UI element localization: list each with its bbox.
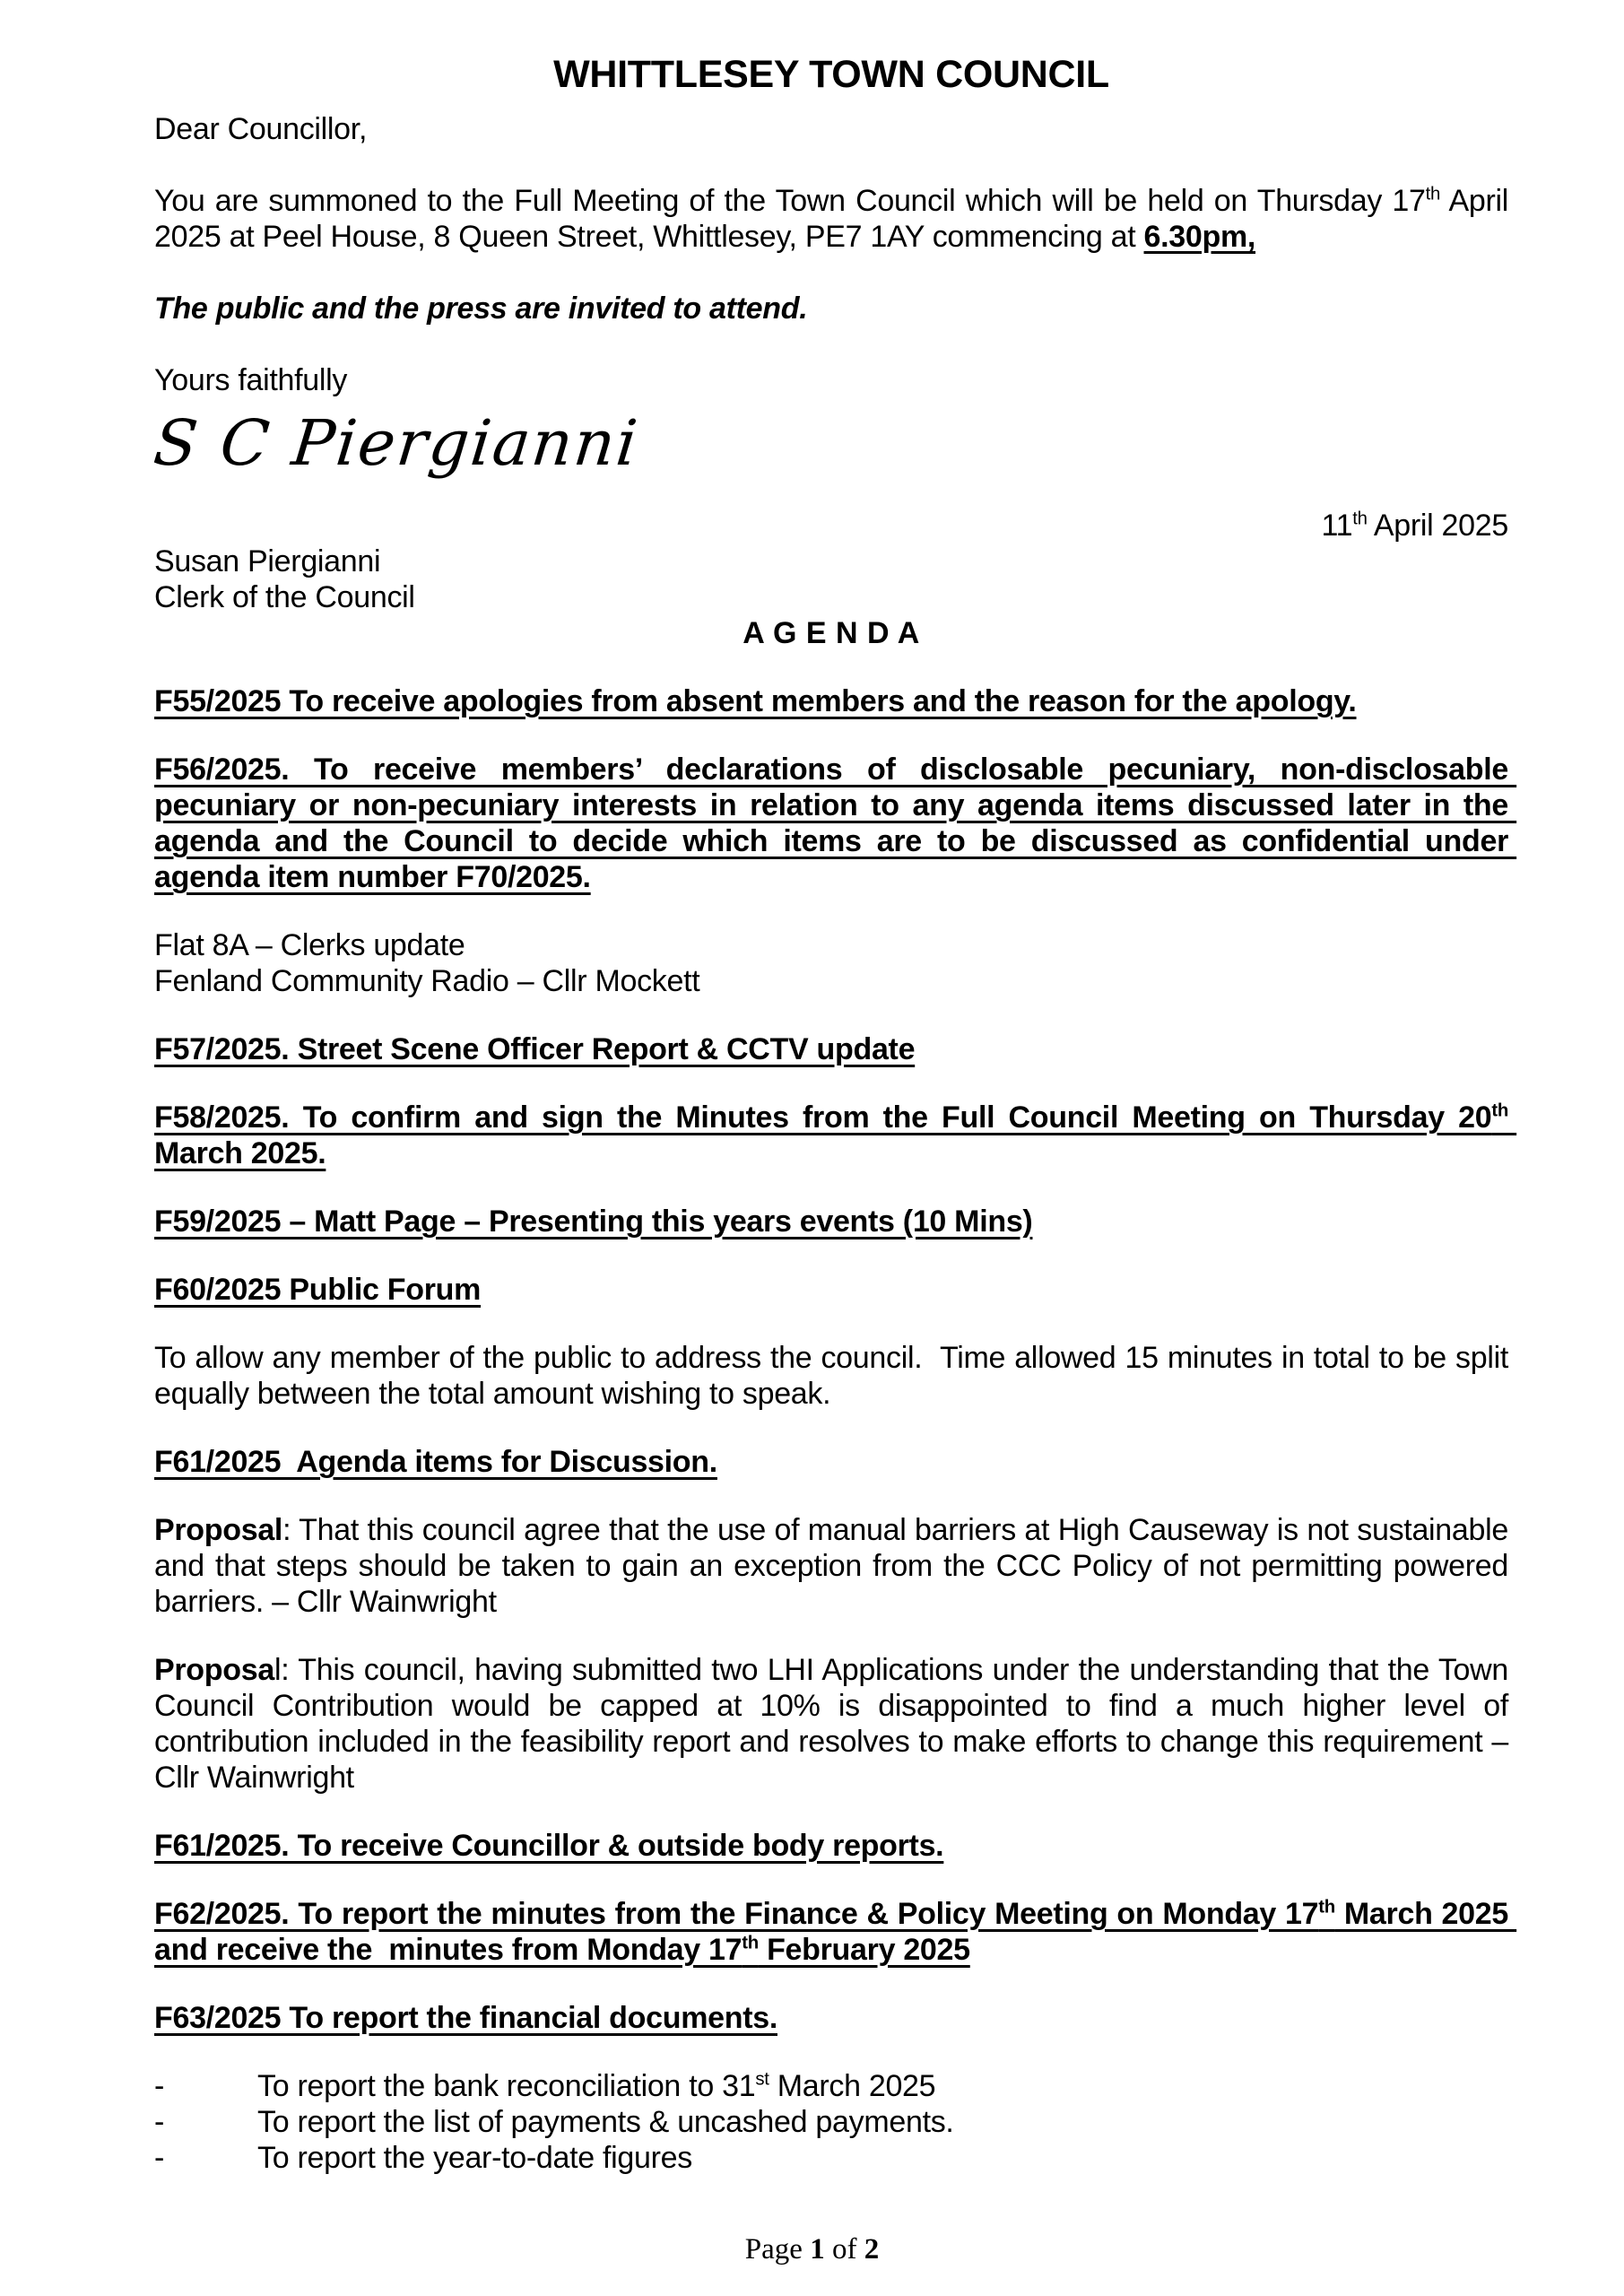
date-ordinal-suffix: th xyxy=(1352,509,1368,529)
date-day: 11 xyxy=(1321,509,1353,543)
f58-ordinal-suffix: th xyxy=(1491,1100,1508,1121)
item-f60: F60/2025 Public Forum xyxy=(154,1273,482,1307)
item-f63: F63/2025 To report the financial documents. xyxy=(154,2001,777,2035)
bullet-text-1: To report the bank reconciliation to 31 xyxy=(257,2069,756,2103)
proposal-1-paragraph xyxy=(154,1512,1517,1620)
handwritten-signature: S C Piergianni xyxy=(150,406,643,480)
bullet-text xyxy=(257,2140,1508,2176)
bullet-item-bank-reconciliation xyxy=(154,2068,1508,2104)
public-forum-paragraph: To allow any member of the public to address the council. Time allowed 15 minutes in total to be split equally between the total amount wishing to speak. xyxy=(154,1341,1517,1411)
proposal-1-label: Proposal xyxy=(154,1513,283,1547)
bullet-item-payments-list xyxy=(154,2104,1508,2140)
proposal-2-label: Proposa xyxy=(154,1653,274,1687)
item-f58 xyxy=(154,1100,1517,1171)
bullet-dash: - xyxy=(154,2069,165,2103)
item-f61-reports: F61/2025. To receive Councillor & outside body reports. xyxy=(154,1829,944,1863)
press-invite-line: The public and the press are invited to attend. xyxy=(154,291,808,326)
bullet-ordinal-suffix: st xyxy=(755,2069,769,2090)
bullet-text-2: March 2025 xyxy=(769,2069,936,2103)
footer-of-word: of xyxy=(824,2233,864,2266)
item-f61-discussion: F61/2025 Agenda items for Discussion. xyxy=(154,1445,717,1479)
bullet-text xyxy=(257,2104,1508,2140)
summons-text-2: April 2025 at Peel House, 8 Queen Street, Whittlesey, PE7 1AY commencing at xyxy=(154,184,1517,254)
proposal-1-body: : That this council agree that the use of manual barriers at High Causeway is not sustainable and that steps should be taken to gain an exception from the CCC Policy of not permitting powered barriers. – Cllr Wainwright xyxy=(154,1513,1517,1619)
salutation: Dear Councillor, xyxy=(154,112,368,146)
item-f59: F59/2025 – Matt Page – Presenting this years events (10 Mins) xyxy=(154,1205,1033,1239)
f58-text-1: F58/2025. To confirm and sign the Minutes from the Full Council Meeting on Thursday 20 xyxy=(154,1100,1492,1135)
item-f55: F55/2025 To receive apologies from absent members and the reason for the apology. xyxy=(154,684,1357,718)
sender-role: Clerk of the Council xyxy=(154,580,415,614)
f58-text-2: March 2025. xyxy=(154,1100,1517,1170)
signature-area xyxy=(150,398,1508,508)
f62-text-1: F62/2025. To report the minutes from the Finance & Policy Meeting on Monday 17 xyxy=(154,1897,1319,1931)
valediction: Yours faithfully xyxy=(154,363,348,397)
summons-paragraph xyxy=(154,183,1517,255)
summons-ordinal-suffix: th xyxy=(1425,184,1441,204)
note-fenland-radio: Fenland Community Radio – Cllr Mockett xyxy=(154,964,700,998)
note-flat-8a: Flat 8A – Clerks update xyxy=(154,928,465,962)
page-footer xyxy=(0,2231,1624,2267)
meeting-time: 6.30pm, xyxy=(1143,220,1256,254)
f62-text-2: March 2025 and receive the minutes from Monday 17 xyxy=(154,1897,1517,1967)
item-f62 xyxy=(154,1896,1517,1968)
summons-text-1: You are summoned to the Full Meeting of the Town Council which will be held on Thursday 17 xyxy=(154,184,1426,218)
bullet-item-year-to-date xyxy=(154,2140,1508,2176)
footer-page-word: Page xyxy=(744,2233,811,2266)
letter-date xyxy=(154,508,1508,544)
proposal-2-label-tail: l xyxy=(274,1653,282,1687)
f62-text-3: February 2025 xyxy=(758,1933,970,1967)
footer-total-pages: 2 xyxy=(864,2233,880,2266)
bullet-dash: - xyxy=(154,2105,165,2139)
document-title: WHITTLESEY TOWN COUNCIL xyxy=(553,53,1109,96)
proposal-2-body: : This council, having submitted two LHI Applications under the understanding that the Town Council Contribution would be capped at 10% is disappointed to find a much higher level of contribution included in the feasibility report and resolves to make efforts to change this requirement – Cllr Wainwright xyxy=(154,1653,1517,1795)
item-f56: F56/2025. To receive members’ declarations of disclosable pecuniary, non-disclosable pecuniary or non-pecuniary interests in relation to any agenda items discussed later in the agenda and the Council to decide which items are to be discussed as confidential under agenda item number F70/2025. xyxy=(154,752,1517,894)
date-month-year: April 2025 xyxy=(1367,509,1508,543)
item-f57: F57/2025. Street Scene Officer Report & CCTV update xyxy=(154,1032,916,1066)
bullet-text xyxy=(257,2068,1508,2104)
agenda-heading: A G E N D A xyxy=(743,616,920,650)
bullet-text-1: To report the list of payments & uncashed payments. xyxy=(257,2105,954,2139)
f62-ordinal-suffix-2: th xyxy=(742,1933,759,1953)
financial-bullet-list xyxy=(154,2068,1508,2176)
bullet-dash: - xyxy=(154,2141,165,2175)
bullet-text-1: To report the year-to-date figures xyxy=(257,2141,692,2175)
f62-ordinal-suffix-1: th xyxy=(1318,1897,1335,1918)
footer-page-number: 1 xyxy=(810,2233,825,2266)
proposal-2-paragraph xyxy=(154,1652,1517,1796)
sender-name: Susan Piergianni xyxy=(154,544,381,578)
